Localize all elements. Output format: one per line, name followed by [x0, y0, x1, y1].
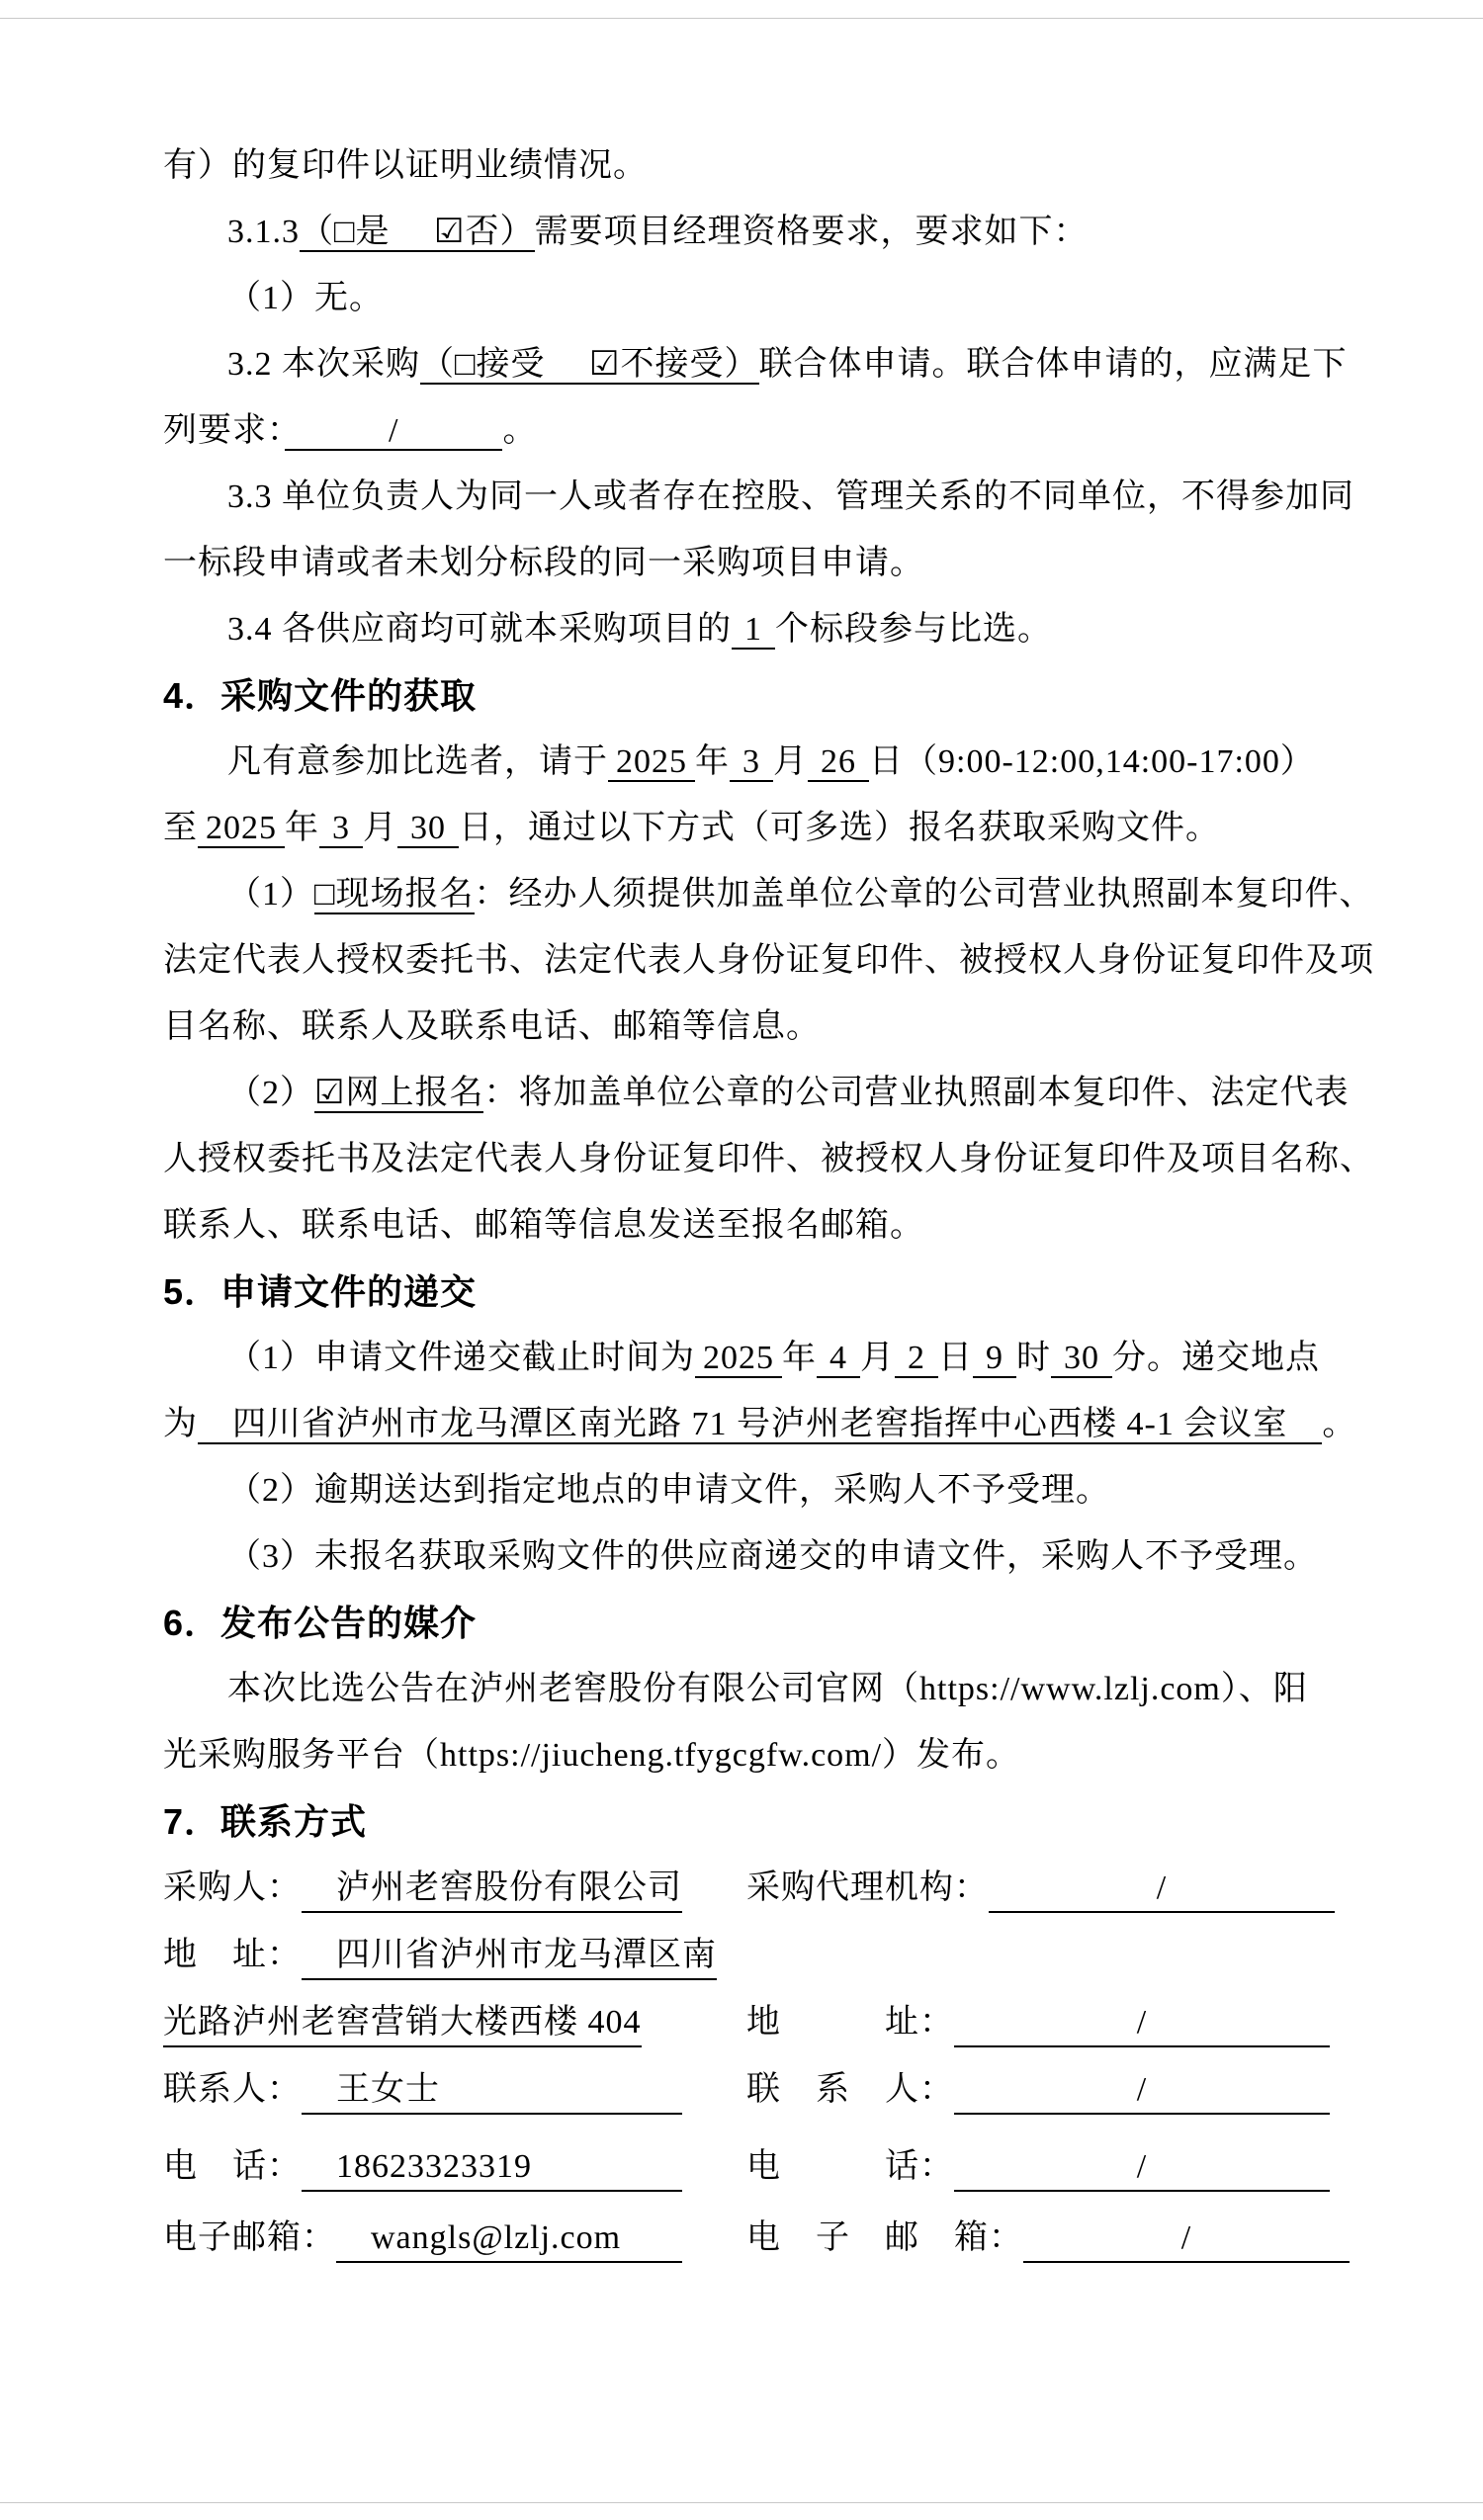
para-3-2: 3.2 本次采购（□接受 ☑不接受）联合体申请。联合体申请的，应满足下 [227, 346, 1348, 383]
filled-blank-minute: 30 [1051, 1340, 1112, 1378]
contact-person-label: 联系人： [163, 2071, 302, 2108]
email-label: 电子邮箱： [163, 2219, 336, 2256]
agency-person-blank-field: / [954, 2067, 1330, 2115]
contact-person-value: 王女士 [302, 2067, 682, 2115]
filled-blank-year: 2025 [695, 1340, 782, 1378]
checkbox-checked-icon: ☑ [589, 346, 621, 383]
filled-blank-day: 26 [808, 743, 869, 782]
filled-blank-lot-count: 1 [732, 611, 775, 650]
agency-label: 采购代理机构： [746, 1869, 989, 1906]
document-content [163, 132, 1374, 2272]
filled-blank-day: 30 [397, 810, 459, 848]
para-4-onsite-continuation: 目名称、联系人及联系电话、邮箱等信息。 [163, 1008, 821, 1045]
para-3-2-continuation: 列要求： / 。 [163, 412, 538, 449]
checkbox-checked-icon: ☑ [314, 1075, 346, 1111]
para-3-4: 3.4 各供应商均可就本采购项目的 1 个标段参与比选。 [227, 611, 1052, 648]
section-heading-7: 7．联系方式 [163, 1801, 368, 1842]
para-4-option-online: （2）☑网上报名：将加盖单位公章的公司营业执照副本复印件、法定代表 [227, 1075, 1350, 1111]
filled-blank-hour: 9 [973, 1340, 1016, 1378]
para-4-online-continuation: 人授权委托书及法定代表人身份证复印件、被授权人身份证复印件及项目名称、 [163, 1141, 1374, 1177]
para-5-deadline: （1）申请文件递交截止时间为 2025 年 4 月 2 日 9 时 30 分。递交地点 [227, 1340, 1320, 1376]
section-heading-6: 6．发布公告的媒介 [163, 1603, 478, 1643]
agency-phone-blank-field: / [954, 2144, 1330, 2192]
agency-email-label: 电 子 邮 箱： [746, 2219, 1023, 2256]
para-5-item-2: （2）逾期送达到指定地点的申请文件，采购人不予受理。 [227, 1472, 1110, 1509]
contact-row-phone [163, 2133, 1320, 2201]
blank-field-slash: / [285, 412, 503, 449]
para-4-option-onsite: （1）□现场报名：经办人须提供加盖单位公章的公司营业执照副本复印件、 [227, 876, 1374, 912]
para-4-onsite-continuation: 法定代表人授权委托书、法定代表人身份证复印件、被授权人身份证复印件及项 [163, 942, 1374, 979]
contact-row-address-2 [163, 1989, 1320, 2056]
phone-value: 18623323319 [302, 2144, 682, 2192]
para-5-item-3: （3）未报名获取采购文件的供应商递交的申请文件，采购人不予受理。 [227, 1538, 1318, 1575]
para-6-media: 本次比选公告在泸州老窖股份有限公司官网（https://www.lzlj.com）、阳 [227, 1671, 1308, 1707]
contact-row-email [163, 2205, 1320, 2272]
para-4-dates-start: 凡有意参加比选者，请于 2025 年 3 月 26 日（9:00-12:00,14:00-17:00） [227, 743, 1315, 780]
checkbox-unchecked-icon: □ [455, 346, 477, 383]
scan-artifact-line [0, 18, 1483, 19]
para-continuation: 有）的复印件以证明业绩情况。 [163, 147, 648, 184]
address-value-line2: 光路泸州老窖营销大楼西楼 404 [163, 2000, 642, 2047]
para-3-1-3-item-1: （1）无。 [227, 280, 384, 316]
filled-blank-month: 3 [730, 743, 773, 782]
checkbox-unchecked-icon: □ [334, 214, 356, 250]
contact-row-address-1 [163, 1922, 1320, 1989]
purchaser-value: 泸州老窖股份有限公司 [302, 1866, 682, 1913]
checkbox-checked-icon: ☑ [434, 214, 466, 250]
filled-blank-address: 四川省泸州市龙马潭区南光路 71 号泸州老窖指挥中心西楼 4-1 会议室 [198, 1406, 1323, 1442]
para-4-online-continuation: 联系人、联系电话、邮箱等信息发送至报名邮箱。 [163, 1207, 924, 1244]
para-5-location: 为 四川省泸州市龙马潭区南光路 71 号泸州老窖指挥中心西楼 4-1 会议室 。 [163, 1406, 1357, 1442]
para-3-3-continuation: 一标段申请或者未划分标段的同一采购项目申请。 [163, 545, 924, 581]
address-label: 地 址： [163, 1937, 302, 1973]
agency-address-label: 地 址： [746, 2004, 954, 2041]
agency-person-label: 联 系 人： [746, 2071, 954, 2108]
option-group-yes-no: （□是 ☑否） [300, 214, 535, 250]
agency-email-blank-field: / [1023, 2216, 1350, 2263]
contact-row-purchaser [163, 1855, 1320, 1922]
para-4-dates-end: 至 2025 年 3 月 30 日，通过以下方式（可多选）报名获取采购文件。 [163, 810, 1220, 846]
address-value-line1: 四川省泸州市龙马潭区南 [302, 1933, 717, 1980]
scan-artifact-line [0, 2502, 1483, 2503]
option-group-accept: （□接受 ☑不接受） [420, 346, 759, 383]
agency-blank-field: / [989, 1866, 1335, 1913]
filled-blank-day: 2 [895, 1340, 938, 1378]
agency-address-blank-field: / [954, 2000, 1330, 2047]
purchaser-label: 采购人： [163, 1869, 302, 1906]
onsite-registration-option: □现场报名 [314, 876, 475, 912]
agency-phone-label: 电 话： [746, 2148, 954, 2185]
online-registration-option: ☑网上报名 [314, 1075, 484, 1111]
para-3-3: 3.3 单位负责人为同一人或者存在控股、管理关系的不同单位，不得参加同 [227, 478, 1354, 515]
phone-label: 电 话： [163, 2148, 302, 2185]
section-heading-5: 5．申请文件的递交 [163, 1271, 478, 1312]
para-3-1-3: 3.1.3（□是 ☑否）需要项目经理资格要求，要求如下： [227, 214, 1089, 250]
section-heading-4: 4．采购文件的获取 [163, 675, 478, 716]
filled-blank-year: 2025 [198, 810, 285, 848]
filled-blank-month: 3 [319, 810, 363, 848]
filled-blank-month: 4 [817, 1340, 860, 1378]
para-6-media-continuation: 光采购服务平台（https://jiucheng.tfygcgfw.com/）发布。 [163, 1737, 1021, 1774]
checkbox-unchecked-icon: □ [314, 876, 336, 912]
filled-blank-year: 2025 [608, 743, 695, 782]
contact-row-person [163, 2056, 1320, 2124]
email-value: wangls@lzlj.com [336, 2216, 682, 2263]
